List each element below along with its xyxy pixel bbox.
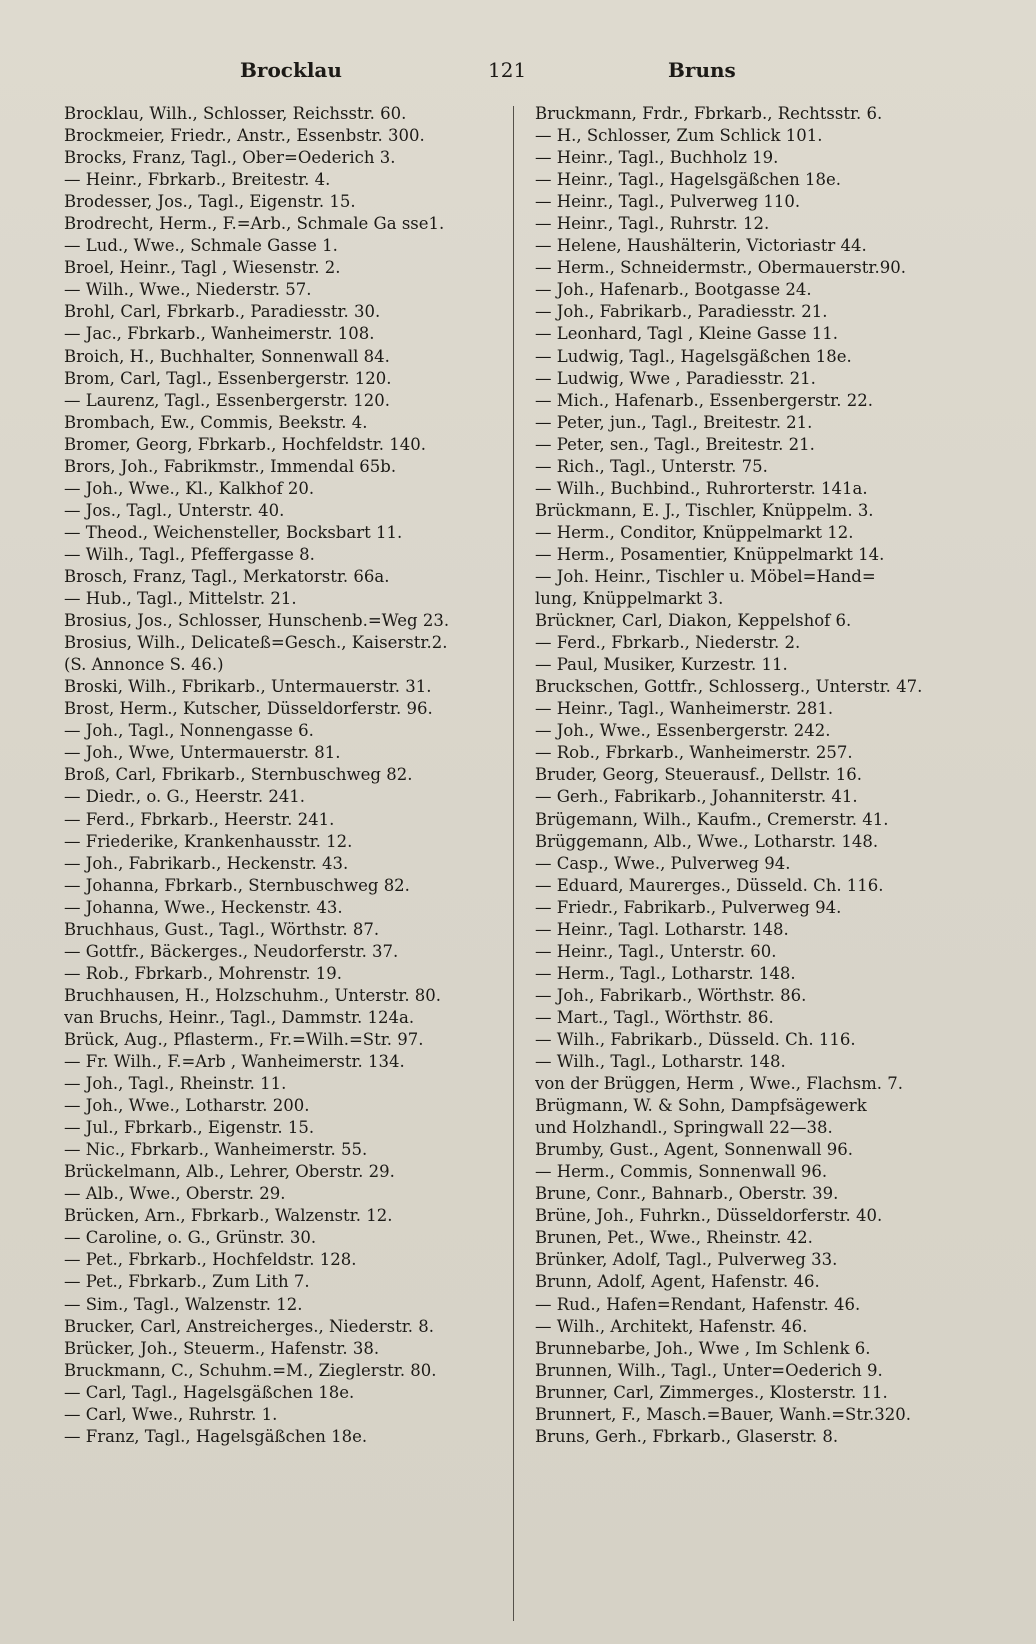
right-column bbox=[535, 103, 980, 1448]
directory-entry: — Nic., Fbrkarb., Wanheimerstr. 55. bbox=[64, 1140, 368, 1160]
directory-entry: — Peter, jun., Tagl., Breitestr. 21. bbox=[535, 412, 813, 432]
directory-entry: Brückmann, E. J., Tischler, Knüppelm. 3. bbox=[535, 500, 874, 520]
directory-entry: — Casp., Wwe., Pulverweg 94. bbox=[535, 853, 791, 873]
directory-entry: und Holzhandl., Springwall 22—38. bbox=[535, 1118, 833, 1138]
directory-entry: — Helene, Haushälterin, Victoriastr 44. bbox=[535, 236, 867, 256]
directory-entry: — Heinr., Tagl., Hagelsgäßchen 18e. bbox=[535, 170, 841, 190]
directory-entry: Brügmann, W. & Sohn, Dampfsägewerk bbox=[535, 1096, 867, 1116]
directory-entry: — Ludwig, Wwe , Paradiesstr. 21. bbox=[535, 368, 816, 388]
directory-entry: — Ludwig, Tagl., Hagelsgäßchen 18e. bbox=[535, 346, 852, 366]
directory-entry: Brüggemann, Alb., Wwe., Lotharstr. 148. bbox=[535, 831, 879, 851]
directory-entry: Bromer, Georg, Fbrkarb., Hochfeldstr. 140. bbox=[64, 434, 426, 454]
directory-entry: — Friederike, Krankenhausstr. 12. bbox=[64, 831, 353, 851]
directory-entry: — Joh., Fabrikarb., Wörthstr. 86. bbox=[535, 985, 807, 1005]
directory-entry: Brune, Conr., Bahnarb., Oberstr. 39. bbox=[535, 1184, 839, 1204]
directory-entry: Broß, Carl, Fbrikarb., Sternbuschweg 82. bbox=[64, 765, 413, 785]
directory-entry: — Joh., Fabrikarb., Heckenstr. 43. bbox=[64, 853, 349, 873]
directory-entry: Brunner, Carl, Zimmerges., Klosterstr. 11. bbox=[535, 1382, 888, 1402]
page-header bbox=[0, 58, 1036, 94]
directory-entry: — Joh., Wwe., Kl., Kalkhof 20. bbox=[64, 478, 315, 498]
directory-entry: Bruder, Georg, Steuerausf., Dellstr. 16. bbox=[535, 765, 862, 785]
directory-entry: — Ferd., Fbrkarb., Heerstr. 241. bbox=[64, 809, 335, 829]
directory-entry: — Sim., Tagl., Walzenstr. 12. bbox=[64, 1294, 303, 1314]
directory-entry: Brügemann, Wilh., Kaufm., Cremerstr. 41. bbox=[535, 809, 889, 829]
directory-entry: — H., Schlosser, Zum Schlick 101. bbox=[535, 126, 823, 146]
directory-entry: — Jul., Fbrkarb., Eigenstr. 15. bbox=[64, 1118, 315, 1138]
directory-entry: — Wilh., Tagl., Lotharstr. 148. bbox=[535, 1052, 786, 1072]
directory-entry: — Alb., Wwe., Oberstr. 29. bbox=[64, 1184, 286, 1204]
directory-entry: — Joh., Tagl., Nonnengasse 6. bbox=[64, 721, 314, 741]
directory-entry: Brors, Joh., Fabrikmstr., Immendal 65b. bbox=[64, 456, 397, 476]
directory-entry: — Herm., Commis, Sonnenwall 96. bbox=[535, 1162, 828, 1182]
directory-entry: — Pet., Fbrkarb., Hochfeldstr. 128. bbox=[64, 1250, 357, 1270]
directory-entry: — Friedr., Fabrikarb., Pulverweg 94. bbox=[535, 897, 842, 917]
directory-entry: Bruchhaus, Gust., Tagl., Wörthstr. 87. bbox=[64, 919, 380, 939]
directory-entry: — Carl, Tagl., Hagelsgäßchen 18e. bbox=[64, 1382, 355, 1402]
directory-entry: — Joh., Wwe., Essenbergerstr. 242. bbox=[535, 721, 831, 741]
directory-entry: Brückelmann, Alb., Lehrer, Oberstr. 29. bbox=[64, 1162, 395, 1182]
directory-entry: — Joh., Wwe, Untermauerstr. 81. bbox=[64, 743, 341, 763]
directory-entry: — Joh. Heinr., Tischler u. Möbel=Hand= bbox=[535, 566, 876, 586]
directory-entry: Bruckschen, Gottfr., Schlosserg., Unterstr. 47. bbox=[535, 677, 923, 697]
directory-entry: — Heinr., Fbrkarb., Breitestr. 4. bbox=[64, 170, 331, 190]
directory-entry: Brodrecht, Herm., F.=Arb., Schmale Ga sse1. bbox=[64, 214, 445, 234]
directory-entry: — Heinr., Tagl., Ruhrstr. 12. bbox=[535, 214, 770, 234]
directory-entry: van Bruchs, Heinr., Tagl., Dammstr. 124a. bbox=[64, 1007, 415, 1027]
directory-entry: Broich, H., Buchhalter, Sonnenwall 84. bbox=[64, 346, 390, 366]
directory-entry: — Jos., Tagl., Unterstr. 40. bbox=[64, 500, 285, 520]
directory-entry: — Rud., Hafen=Rendant, Hafenstr. 46. bbox=[535, 1294, 861, 1314]
directory-entry: Brost, Herm., Kutscher, Düsseldorferstr. 96. bbox=[64, 699, 433, 719]
directory-entry: — Herm., Posamentier, Knüppelmarkt 14. bbox=[535, 544, 885, 564]
directory-entry: Brücken, Arn., Fbrkarb., Walzenstr. 12. bbox=[64, 1206, 393, 1226]
directory-entry: Brosius, Wilh., Delicateß=Gesch., Kaiserstr.2. bbox=[64, 633, 448, 653]
directory-entry: — Mich., Hafenarb., Essenbergerstr. 22. bbox=[535, 390, 873, 410]
directory-entry: Brüne, Joh., Fuhrkn., Düsseldorferstr. 40. bbox=[535, 1206, 883, 1226]
directory-entry: Brunnebarbe, Joh., Wwe , Im Schlenk 6. bbox=[535, 1338, 871, 1358]
directory-entry: — Laurenz, Tagl., Essenbergerstr. 120. bbox=[64, 390, 390, 410]
directory-entry: Brücker, Joh., Steuerm., Hafenstr. 38. bbox=[64, 1338, 380, 1358]
directory-entry: — Franz, Tagl., Hagelsgäßchen 18e. bbox=[64, 1426, 368, 1446]
directory-entry: — Johanna, Wwe., Heckenstr. 43. bbox=[64, 897, 343, 917]
directory-entry: (S. Annonce S. 46.) bbox=[64, 655, 224, 675]
directory-entry: — Heinr., Tagl., Unterstr. 60. bbox=[535, 941, 777, 961]
directory-entry: Brohl, Carl, Fbrkarb., Paradiesstr. 30. bbox=[64, 302, 381, 322]
directory-entry: Bruns, Gerh., Fbrkarb., Glaserstr. 8. bbox=[535, 1426, 839, 1446]
directory-entry: Brunen, Pet., Wwe., Rheinstr. 42. bbox=[535, 1228, 813, 1248]
directory-entry: Broel, Heinr., Tagl , Wiesenstr. 2. bbox=[64, 258, 341, 278]
left-column bbox=[64, 103, 509, 1448]
directory-entry: — Paul, Musiker, Kurzestr. 11. bbox=[535, 655, 788, 675]
directory-entry: — Joh., Fabrikarb., Paradiesstr. 21. bbox=[535, 302, 828, 322]
directory-entry: von der Brüggen, Herm , Wwe., Flachsm. 7. bbox=[535, 1074, 904, 1094]
directory-entry: Brunn, Adolf, Agent, Hafenstr. 46. bbox=[535, 1272, 820, 1292]
directory-entry: — Eduard, Maurerges., Düsseld. Ch. 116. bbox=[535, 875, 884, 895]
directory-entry: — Pet., Fbrkarb., Zum Lith 7. bbox=[64, 1272, 310, 1292]
directory-entry: — Herm., Schneidermstr., Obermauerstr.90. bbox=[535, 258, 906, 278]
directory-entry: — Jac., Fbrkarb., Wanheimerstr. 108. bbox=[64, 324, 375, 344]
directory-entry: Broski, Wilh., Fbrikarb., Untermauerstr. 31. bbox=[64, 677, 432, 697]
directory-entry: — Rich., Tagl., Unterstr. 75. bbox=[535, 456, 768, 476]
directory-entry: — Gerh., Fabrikarb., Johanniterstr. 41. bbox=[535, 787, 858, 807]
directory-entry: Brumby, Gust., Agent, Sonnenwall 96. bbox=[535, 1140, 853, 1160]
page-number: 121 bbox=[488, 58, 527, 82]
directory-entry: Brom, Carl, Tagl., Essenbergerstr. 120. bbox=[64, 368, 392, 388]
directory-entry: lung, Knüppelmarkt 3. bbox=[535, 589, 724, 609]
directory-entry: — Theod., Weichensteller, Bocksbart 11. bbox=[64, 522, 403, 542]
directory-entry: — Wilh., Wwe., Niederstr. 57. bbox=[64, 280, 312, 300]
directory-entry: — Diedr., o. G., Heerstr. 241. bbox=[64, 787, 306, 807]
directory-entry: — Heinr., Tagl., Pulverweg 110. bbox=[535, 192, 801, 212]
directory-entry: — Heinr., Tagl., Wanheimerstr. 281. bbox=[535, 699, 834, 719]
directory-entry: Brunnen, Wilh., Tagl., Unter=Oederich 9. bbox=[535, 1360, 883, 1380]
directory-entry: — Wilh., Architekt, Hafenstr. 46. bbox=[535, 1316, 808, 1336]
directory-entry: Brück, Aug., Pflasterm., Fr.=Wilh.=Str. 97. bbox=[64, 1029, 424, 1049]
directory-entry: Brucker, Carl, Anstreicherges., Niederstr. 8. bbox=[64, 1316, 435, 1336]
directory-entry: Brosius, Jos., Schlosser, Hunschenb.=Weg 23. bbox=[64, 611, 450, 631]
directory-entry: Brockmeier, Friedr., Anstr., Essenbstr. 300. bbox=[64, 126, 425, 146]
directory-entry: Brombach, Ew., Commis, Beekstr. 4. bbox=[64, 412, 368, 432]
directory-entry: Bruckmann, Frdr., Fbrkarb., Rechtsstr. 6. bbox=[535, 104, 883, 123]
directory-entry: — Joh., Hafenarb., Bootgasse 24. bbox=[535, 280, 812, 300]
directory-entry: — Wilh., Buchbind., Ruhrorterstr. 141a. bbox=[535, 478, 868, 498]
directory-entry: Brunnert, F., Masch.=Bauer, Wanh.=Str.320. bbox=[535, 1404, 912, 1424]
directory-entry: — Wilh., Fabrikarb., Düsseld. Ch. 116. bbox=[535, 1029, 856, 1049]
directory-entry: Brünker, Adolf, Tagl., Pulverweg 33. bbox=[535, 1250, 838, 1270]
directory-entry: — Carl, Wwe., Ruhrstr. 1. bbox=[64, 1404, 278, 1424]
directory-entry: — Lud., Wwe., Schmale Gasse 1. bbox=[64, 236, 338, 256]
directory-entry: — Rob., Fbrkarb., Wanheimerstr. 257. bbox=[535, 743, 853, 763]
directory-entry: — Ferd., Fbrkarb., Niederstr. 2. bbox=[535, 633, 801, 653]
directory-entry: Brosch, Franz, Tagl., Merkatorstr. 66a. bbox=[64, 566, 390, 586]
directory-entry: — Heinr., Tagl., Buchholz 19. bbox=[535, 148, 779, 168]
directory-entry: Bruckmann, C., Schuhm.=M., Zieglerstr. 80. bbox=[64, 1360, 437, 1380]
directory-entry: — Peter, sen., Tagl., Breitestr. 21. bbox=[535, 434, 815, 454]
directory-entry: — Joh., Wwe., Lotharstr. 200. bbox=[64, 1096, 310, 1116]
directory-entry: Brocks, Franz, Tagl., Ober=Oederich 3. bbox=[64, 148, 396, 168]
directory-entry: — Caroline, o. G., Grünstr. 30. bbox=[64, 1228, 317, 1248]
directory-entry: — Herm., Tagl., Lotharstr. 148. bbox=[535, 963, 796, 983]
directory-entry: — Johanna, Fbrkarb., Sternbuschweg 82. bbox=[64, 875, 410, 895]
directory-entry: Brocklau, Wilh., Schlosser, Reichsstr. 60. bbox=[64, 104, 407, 123]
column-divider bbox=[513, 106, 514, 1621]
directory-entry: — Heinr., Tagl. Lotharstr. 148. bbox=[535, 919, 789, 939]
directory-entry: — Herm., Conditor, Knüppelmarkt 12. bbox=[535, 522, 854, 542]
directory-entry: — Joh., Tagl., Rheinstr. 11. bbox=[64, 1074, 287, 1094]
directory-entry: Brückner, Carl, Diakon, Keppelshof 6. bbox=[535, 611, 852, 631]
directory-entry: — Hub., Tagl., Mittelstr. 21. bbox=[64, 589, 297, 609]
directory-entry: — Wilh., Tagl., Pfeffergasse 8. bbox=[64, 544, 315, 564]
directory-entry: Brodesser, Jos., Tagl., Eigenstr. 15. bbox=[64, 192, 356, 212]
directory-entry: — Leonhard, Tagl , Kleine Gasse 11. bbox=[535, 324, 839, 344]
header-first-entry: Brocklau bbox=[240, 58, 342, 82]
directory-entry: — Rob., Fbrkarb., Mohrenstr. 19. bbox=[64, 963, 342, 983]
directory-entry: — Fr. Wilh., F.=Arb , Wanheimerstr. 134. bbox=[64, 1052, 405, 1072]
directory-entry: — Mart., Tagl., Wörthstr. 86. bbox=[535, 1007, 774, 1027]
header-last-entry: Bruns bbox=[668, 58, 736, 82]
directory-entry: Bruchhausen, H., Holzschuhm., Unterstr. 80. bbox=[64, 985, 442, 1005]
directory-entry: — Gottfr., Bäckerges., Neudorferstr. 37. bbox=[64, 941, 399, 961]
